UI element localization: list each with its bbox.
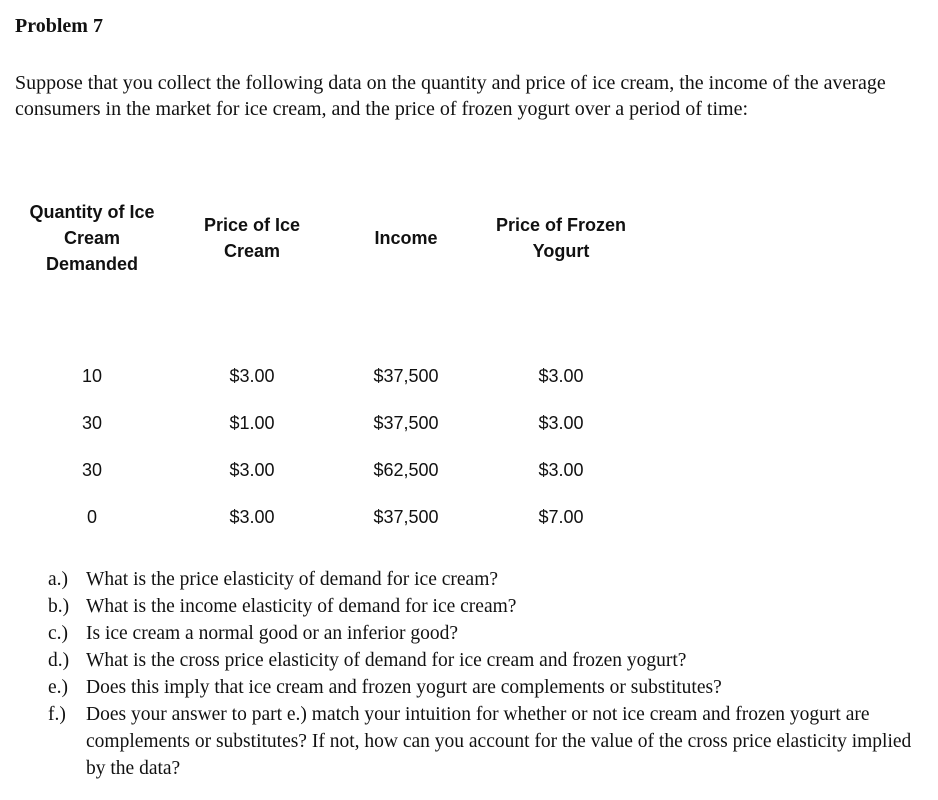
header-income <box>336 225 476 251</box>
question-text: What is the price elasticity of demand for ice cream? <box>86 569 499 590</box>
table-cell-quantity: 0 <box>86 507 97 527</box>
question-list <box>48 566 928 782</box>
table-cell-yogurt: $7.00 <box>538 507 584 527</box>
question-item <box>48 620 928 647</box>
table-cell-yogurt: $3.00 <box>538 366 584 386</box>
question-label: f.) <box>48 704 66 725</box>
question-text: What is the income elasticity of demand for ice cream? <box>86 596 517 617</box>
question-item <box>48 566 928 593</box>
question-label: c.) <box>48 623 69 644</box>
header-yogurt <box>486 212 636 264</box>
table-cell-price: $3.00 <box>229 507 275 527</box>
table-cell-income: $37,500 <box>373 366 439 386</box>
table-cell-yogurt: $3.00 <box>538 460 584 480</box>
problem-intro: Suppose that you collect the following data on the quantity and price of ice cream, the income of the average consumers in the market for ice cream, and the price of frozen yogurt over a period of time: <box>15 72 886 120</box>
question-label: e.) <box>48 677 69 698</box>
header-quantity-line: Demanded <box>45 254 139 274</box>
header-yogurt-line: Yogurt <box>532 241 590 261</box>
table-cell-price: $3.00 <box>229 460 275 480</box>
table-cell-income: $37,500 <box>373 507 439 527</box>
question-text: Does your answer to part e.) match your intuition for whether or not ice cream and frozen yogurt are complements or substitutes? If not, how can you account for the value of the cross price elasticity implied by the data? <box>86 704 912 779</box>
question-text: What is the cross price elasticity of demand for ice cream and frozen yogurt? <box>86 650 687 671</box>
header-price <box>182 212 322 264</box>
question-text: Does this imply that ice cream and frozen yogurt are complements or substitutes? <box>86 677 722 698</box>
table-cell-yogurt: $3.00 <box>538 413 584 433</box>
table-cell-quantity: 10 <box>81 366 103 386</box>
header-quantity-line: Cream <box>63 228 121 248</box>
question-item <box>48 593 928 620</box>
header-price-line: Cream <box>223 241 281 261</box>
question-text: Is ice cream a normal good or an inferior good? <box>86 623 458 644</box>
header-quantity-line: Quantity of Ice <box>29 202 155 222</box>
problem-title: Problem 7 <box>15 15 103 37</box>
question-label: b.) <box>48 596 70 617</box>
header-income-line: Income <box>374 228 438 248</box>
question-label: a.) <box>48 569 69 590</box>
header-price-line: Price of Ice <box>203 215 301 235</box>
table-cell-price: $3.00 <box>229 366 275 386</box>
table-cell-income: $62,500 <box>373 460 439 480</box>
question-item <box>48 647 928 674</box>
table-cell-quantity: 30 <box>81 413 103 433</box>
question-item <box>48 701 928 782</box>
table-cell-price: $1.00 <box>229 413 275 433</box>
header-quantity <box>22 199 162 277</box>
question-item <box>48 674 928 701</box>
table-cell-quantity: 30 <box>81 460 103 480</box>
header-yogurt-line: Price of Frozen <box>495 215 627 235</box>
question-label: d.) <box>48 650 70 671</box>
table-cell-income: $37,500 <box>373 413 439 433</box>
